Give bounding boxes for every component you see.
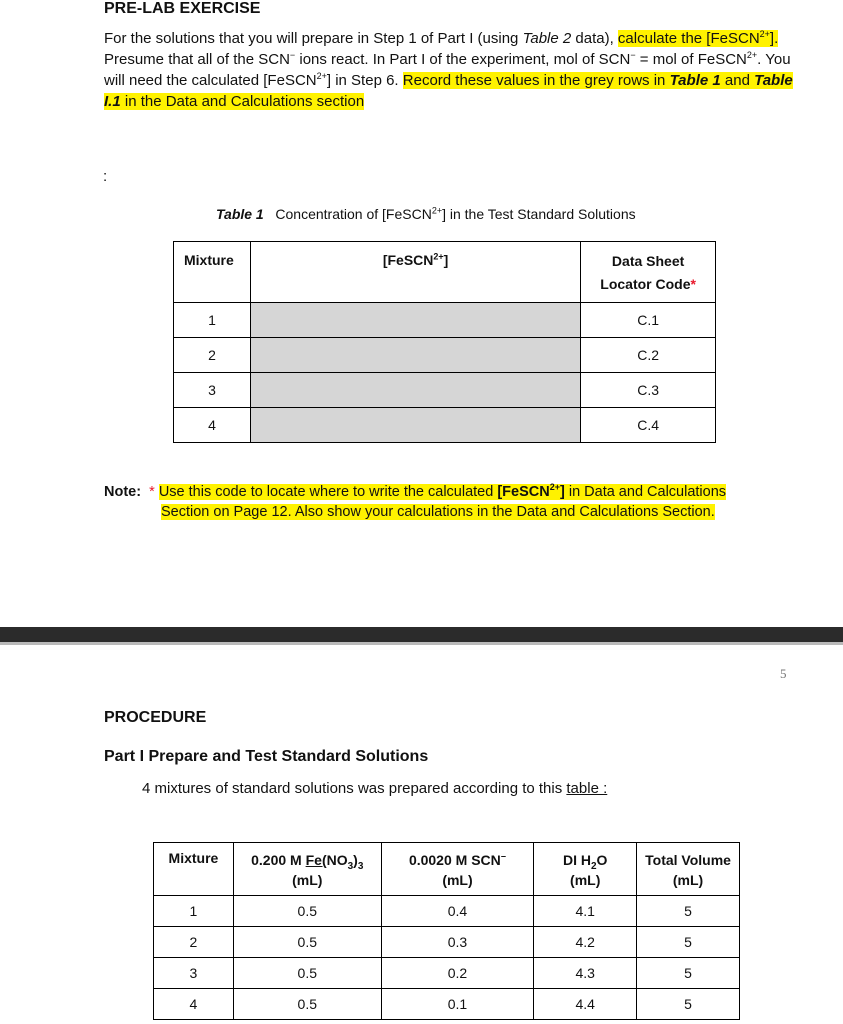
stray-colon: : xyxy=(103,168,108,185)
table-row xyxy=(154,896,740,927)
table-row xyxy=(154,927,740,958)
table1 xyxy=(173,241,716,443)
prelab-heading: PRE-LAB EXERCISE xyxy=(104,0,261,17)
note-line2: Section on Page 12. Also show your calculations in the Data and Calculations Section. xyxy=(161,504,715,520)
table1-header-concentration: [FeSCN$^{2+}$] xyxy=(250,242,580,303)
table-row xyxy=(174,303,716,338)
table2-header-mixture: Mixture xyxy=(154,843,234,896)
prelab-paragraph: For the solutions that you will prepare in Step 1 of Part I (using Table 2 data), calculate the [FeSCN$^{2+}$]. Presume that all of the SCN− ions react. In Part I of the experiment, mol of SCN− = mol of FeSCN$^{2+}$. You will need the calculated [FeSCN$^{2+}$] in Step 6. Record these values in the grey rows in Table 1 and Table I.1 in the Data and Calculations section xyxy=(104,29,793,110)
page-number: 5 xyxy=(780,666,787,681)
table-link[interactable]: table : xyxy=(566,780,608,797)
note-label: Note: xyxy=(104,484,142,500)
table2-header-fe: 0.200 M $Fe(NO_3)_3$ (mL) xyxy=(233,843,381,896)
table1-grey-entry-cell[interactable] xyxy=(250,303,580,338)
table2-header-water: DI $H_2O$ (mL) xyxy=(534,843,637,896)
part-title: Part I Prepare and Test Standard Solutions xyxy=(104,748,429,765)
table2-water-cell: 4.3 xyxy=(534,958,637,989)
table2-total-cell: 5 xyxy=(637,958,740,989)
note-line2-wrap xyxy=(104,502,804,522)
page-break-shadow xyxy=(0,642,843,645)
table1-code-cell: C.4 xyxy=(581,408,716,443)
table1-mixture-cell: 4 xyxy=(174,408,251,443)
note-block xyxy=(104,482,804,522)
table2-mixture-cell: 3 xyxy=(154,958,234,989)
procedure-heading: PROCEDURE xyxy=(104,709,207,726)
table-row xyxy=(174,408,716,443)
table2-water-cell: 4.4 xyxy=(534,989,637,1020)
table-row xyxy=(174,338,716,373)
table1-grey-entry-cell[interactable] xyxy=(250,373,580,408)
table1-header-locator: Data Sheet Locator Code* xyxy=(581,242,716,303)
table2-mixture-cell: 1 xyxy=(154,896,234,927)
table2-mixture-cell: 2 xyxy=(154,927,234,958)
table1-header-mixture: Mixture xyxy=(174,242,251,303)
table1-header-row xyxy=(174,242,716,303)
procedure-intro: 4 mixtures of standard solutions was prepared according to this table : xyxy=(142,780,608,797)
table2-scn-cell: 0.3 xyxy=(381,927,534,958)
table2-total-cell: 5 xyxy=(637,989,740,1020)
table1-code-cell: C.3 xyxy=(581,373,716,408)
table2-scn-cell: 0.2 xyxy=(381,958,534,989)
table-row xyxy=(154,989,740,1020)
note-asterisk: * xyxy=(149,484,155,500)
table2-header-total: Total Volume (mL) xyxy=(637,843,740,896)
table2-total-cell: 5 xyxy=(637,896,740,927)
table1-caption: Table 1 Concentration of [FeSCN$^{2+}$] in the Test Standard Solutions xyxy=(216,205,636,222)
table-row xyxy=(174,373,716,408)
table1-grey-entry-cell[interactable] xyxy=(250,408,580,443)
table1-code-cell: C.1 xyxy=(581,303,716,338)
table2-fe-cell: 0.5 xyxy=(233,958,381,989)
table2-total-cell: 5 xyxy=(637,927,740,958)
note-line1: Use this code to locate where to write the calculated [FeSCN$^{2+}$] in Data and Calculations xyxy=(158,482,727,500)
table2-water-cell: 4.2 xyxy=(534,927,637,958)
page-break-divider xyxy=(0,627,843,642)
table-row xyxy=(154,958,740,989)
table2-fe-cell: 0.5 xyxy=(233,989,381,1020)
table1-mixture-cell: 2 xyxy=(174,338,251,373)
table2-water-cell: 4.1 xyxy=(534,896,637,927)
table2 xyxy=(153,842,740,1020)
table2-scn-cell: 0.1 xyxy=(381,989,534,1020)
table1-mixture-cell: 3 xyxy=(174,373,251,408)
table2-header-row xyxy=(154,843,740,896)
table1-grey-entry-cell[interactable] xyxy=(250,338,580,373)
table2-fe-cell: 0.5 xyxy=(233,927,381,958)
table1-code-cell: C.2 xyxy=(581,338,716,373)
table2-fe-cell: 0.5 xyxy=(233,896,381,927)
table2-scn-cell: 0.4 xyxy=(381,896,534,927)
table2-mixture-cell: 4 xyxy=(154,989,234,1020)
table1-mixture-cell: 1 xyxy=(174,303,251,338)
table2-header-scn: 0.0020 M SCN− (mL) xyxy=(381,843,534,896)
